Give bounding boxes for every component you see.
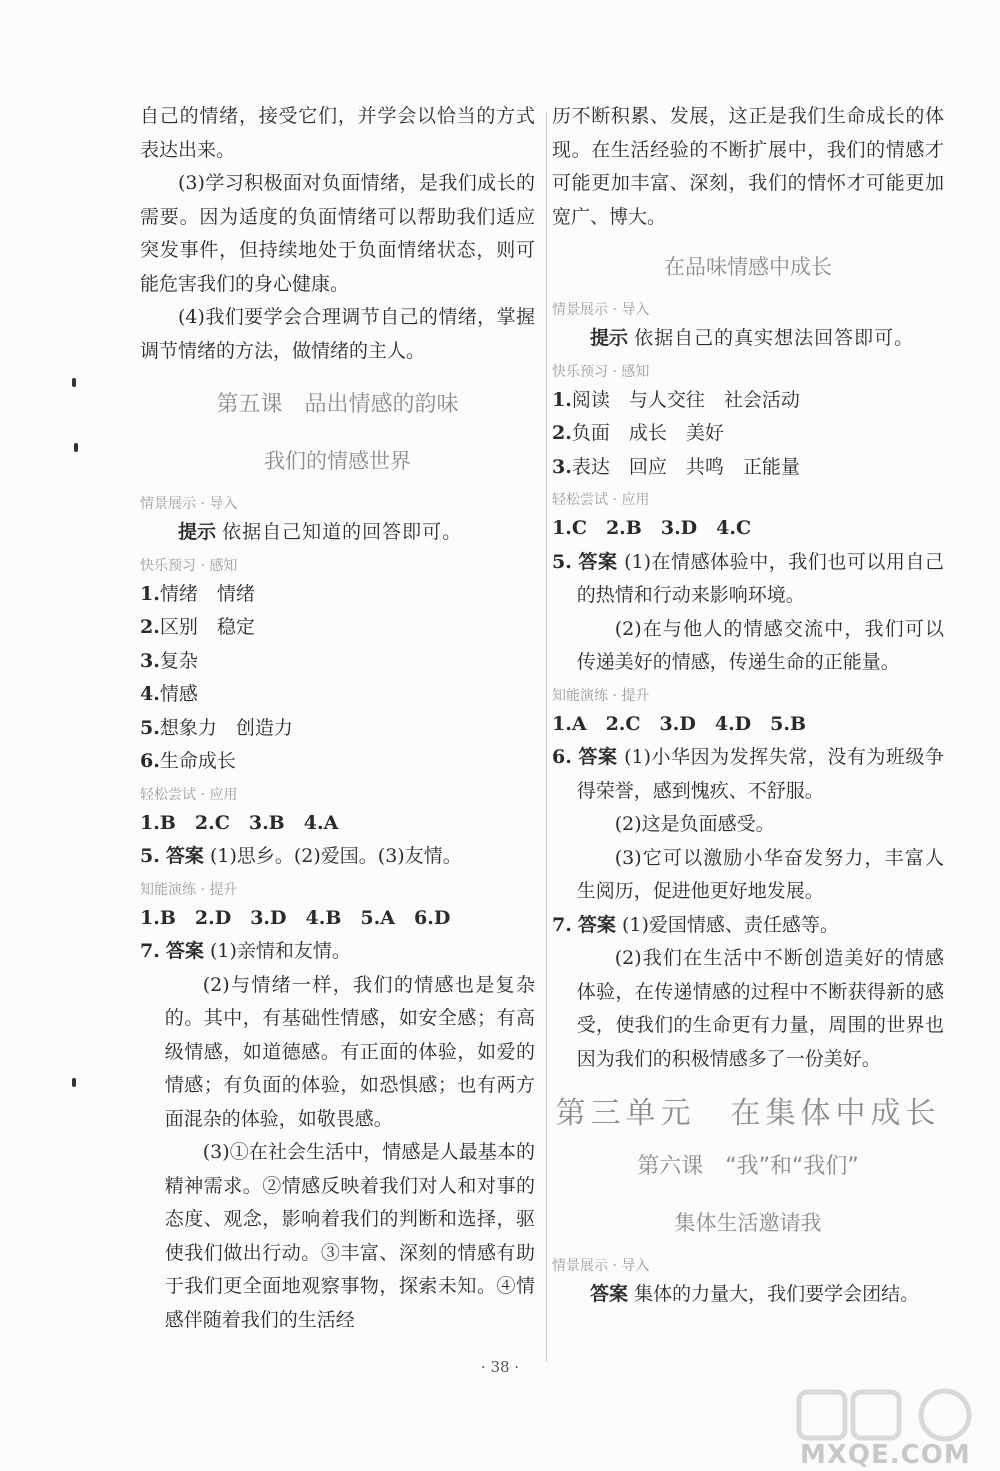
answer-line (552, 546, 944, 613)
item-text: 情绪 情绪 (159, 582, 255, 605)
column-right (552, 100, 944, 1312)
answer-label: 答案 (590, 1283, 629, 1305)
list-item (140, 611, 535, 645)
item-number: 5. (552, 550, 572, 573)
section-label: 轻松尝试 · 应用 (140, 786, 238, 803)
answer-text: (1)爱国情感、责任感等。 (621, 913, 839, 936)
item-number: 5. (140, 716, 160, 739)
unit-title: 第三单元 在集体中成长 (555, 1096, 941, 1131)
list-item (140, 645, 535, 679)
item-number: 2. (140, 616, 160, 638)
answer-text: 集体的力量大，我们要学会团结。 (634, 1283, 920, 1305)
item-text: 生命成长 (159, 750, 236, 772)
item-text: 阅读 与人交往 社会活动 (571, 388, 800, 411)
paragraph: 历不断积累、发展，这正是我们生命成长的体现。在生活经验的不断扩展中，我们的情感才可能更加丰富、深刻，我们的情怀才可能更加宽广、博大。 (552, 105, 944, 228)
answer-text: (1)亲情和友情。 (209, 940, 351, 962)
item-text: 负面 成长 美好 (571, 422, 724, 444)
section-label: 情景展示 · 导入 (552, 302, 650, 318)
answer-paragraph: (2)与情绪一样，我们的情感也是复杂的。其中，有基础性情感，如安全感；有高级情感，如道德感。有正面的体验，如爱的情感；有负面的体验，如恐惧感；也有两方面混杂的体验，如敬畏感。 (164, 973, 535, 1130)
section-label: 知能演练 · 提升 (140, 881, 238, 898)
preview-list (140, 578, 535, 779)
mc-answers: 1.B 2.D 3.D 4.B 5.A 6.D (140, 906, 451, 929)
answer-line (140, 840, 535, 874)
item-number: 6. (140, 750, 160, 772)
list-item (140, 745, 535, 779)
answer-line (552, 909, 944, 943)
answer-text: (1)小华因为发挥失常，没有为班级争得荣誉，感到愧疚、不舒服。 (576, 746, 944, 802)
item-number: 3. (140, 649, 160, 672)
answer-paragraph: (2)这是负面感受。 (614, 813, 775, 835)
section-label: 快乐预习 · 感知 (552, 363, 650, 380)
paragraph: (4)我们要学会合理调节自己的情绪，掌握调节情绪的方法，做情绪的主人。 (140, 306, 535, 362)
answer-paragraph: (2)在与他人的情感交流中，我们可以传递美好的情感，传递生命的正能量。 (576, 617, 944, 673)
mc-answers: 1.B 2.C 3.B 4.A (140, 811, 339, 834)
item-number: 6. (552, 746, 572, 768)
answer-label: 答案 (165, 940, 204, 962)
item-number: 7. (552, 913, 572, 936)
item-text: 区别 稳定 (159, 616, 255, 638)
column-left (140, 100, 535, 1337)
answer-label: 答案 (165, 845, 204, 867)
topic-title: 在品味情感中成长 (664, 255, 832, 279)
item-text: 情感 (159, 683, 198, 705)
list-item (552, 417, 944, 451)
section-label: 快乐预习 · 感知 (140, 557, 238, 574)
item-number: 1. (552, 388, 572, 411)
list-item (140, 578, 535, 612)
item-number: 3. (552, 455, 572, 478)
answer-label: 答案 (578, 746, 618, 768)
list-item (140, 678, 535, 712)
page-number: · 38 · (480, 1358, 520, 1376)
lesson-title: 第六课 “我”和“我们” (637, 1154, 859, 1179)
mc-answers: 1.A 2.C 3.D 4.D 5.B (552, 712, 807, 735)
answer-text: (1)在情感体验中，我们也可以用自己的热情和行动来影响环境。 (576, 550, 944, 606)
column-divider (546, 112, 547, 1362)
item-number: 2. (552, 422, 572, 444)
hint-line (140, 516, 535, 550)
preview-list (552, 384, 944, 485)
answer-line (140, 935, 535, 969)
section-label: 知能演练 · 提升 (552, 687, 650, 704)
answer-line (552, 1278, 944, 1312)
margin-mark (72, 1078, 76, 1087)
hint-line (552, 322, 944, 356)
answer-line (552, 741, 944, 808)
topic-title: 我们的情感世界 (264, 449, 411, 473)
section-label: 情景展示 · 导入 (140, 496, 238, 512)
answer-text: (1)思乡。(2)爱国。(3)友情。 (209, 845, 462, 867)
item-number: 5. (140, 845, 160, 867)
list-item (140, 712, 535, 746)
topic-title: 集体生活邀请我 (674, 1211, 822, 1235)
item-number: 1. (140, 582, 160, 605)
hint-label: 提示 (178, 521, 217, 543)
mc-answers: 1.C 2.B 3.D 4.C (552, 517, 752, 539)
answer-paragraph: (2)我们在生活中不断创造美好的情感体验，在传递情感的过程中不断获得新的感受，使我们的生命更有力量，周围的世界也因为我们的积极情感多了一份美好。 (576, 947, 944, 1070)
item-number: 4. (140, 683, 160, 705)
item-text: 复杂 (159, 649, 198, 672)
answer-label: 答案 (578, 550, 618, 573)
item-number: 7. (140, 940, 160, 962)
margin-mark (72, 378, 76, 387)
hint-label: 提示 (590, 327, 629, 349)
item-text: 表达 回应 共鸣 正能量 (571, 455, 800, 478)
hint-text: 依据自己的真实想法回答即可。 (634, 327, 915, 349)
watermark-text: MXQE.COM (800, 1440, 971, 1470)
lesson-title: 第五课 品出情感的韵味 (216, 392, 459, 417)
list-item (552, 384, 944, 418)
section-label: 轻松尝试 · 应用 (552, 492, 650, 508)
paragraph: 自己的情绪，接受它们，并学会以恰当的方式表达出来。 (140, 105, 535, 161)
section-label: 情景展示 · 导入 (552, 1258, 650, 1274)
hint-text: 依据自己知道的回答即可。 (222, 521, 463, 543)
answer-paragraph: (3)①在社会生活中，情感是人最基本的精神需求。②情感反映着我们对人和对事的态度、观念，影响着我们的判断和选择，驱使我们做出行动。③丰富、深刻的情感有助于我们更全面地观察事物，探索未知。④情感伴随着我们的生活经 (164, 1141, 535, 1331)
list-item (552, 451, 944, 485)
answer-paragraph: (3)它可以激励小华奋发努力，丰富人生阅历，促进他更好地发展。 (576, 846, 944, 902)
answer-label: 答案 (577, 913, 616, 936)
paragraph: (3)学习积极面对负面情绪，是我们成长的需要。因为适度的负面情绪可以帮助我们适应突发事件，但持续地处于负面情绪状态，则可能危害我们的身心健康。 (140, 172, 535, 295)
item-text: 想象力 创造力 (159, 716, 293, 739)
margin-mark (74, 443, 78, 452)
